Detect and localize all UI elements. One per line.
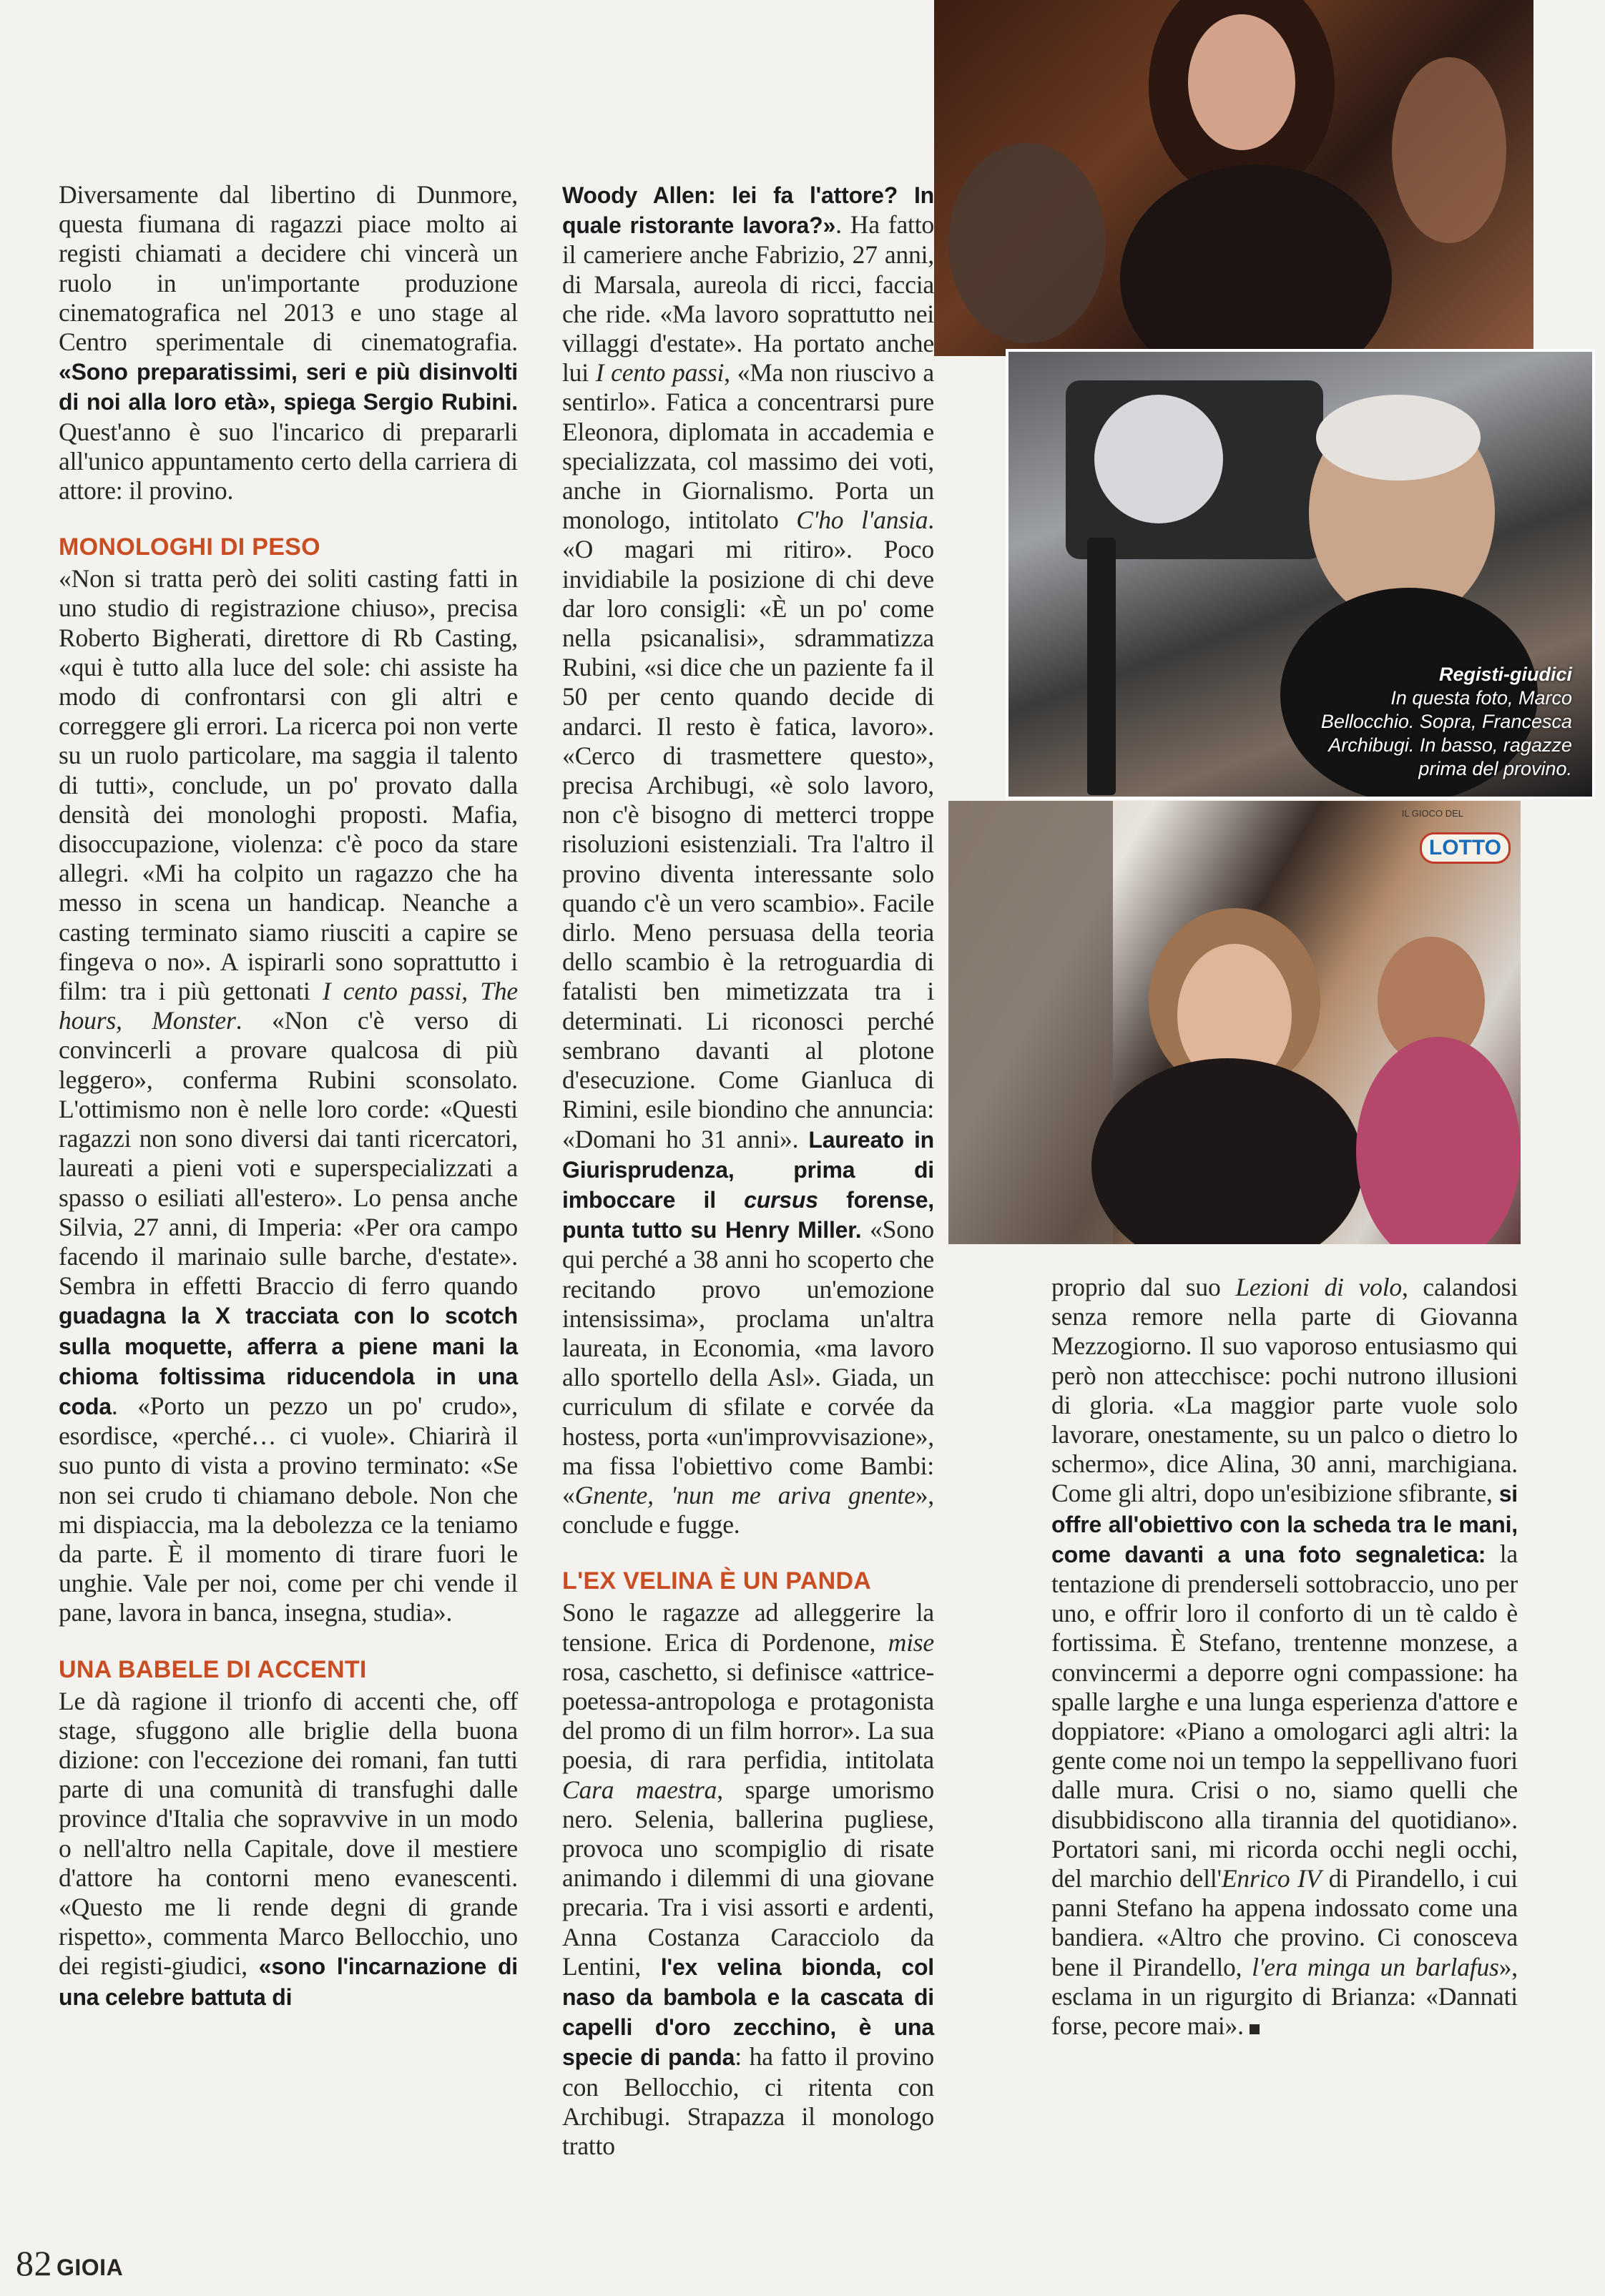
photo-marco-bellocchio [1006, 349, 1595, 799]
caption-text: In questa foto, Marco Bellocchio. Sopra, Francesca Archibugi. In basso, ragazze prima del provino. [1320, 687, 1572, 779]
photo-caption [1300, 663, 1572, 781]
section-heading: L'EX VELINA È UN PANDA [562, 1567, 872, 1595]
magazine-name: GIOIA [57, 2255, 124, 2280]
section-heading: MONOLOGHI DI PESO [59, 533, 320, 561]
paragraph: Sono le ragazze ad alleggerire la tensione. Erica di Pordenone, mise rosa, caschetto, si definisce «attrice-poetessa-antropologa e protagonista del promo di un film horror». La sua poesia, di rara perfidia, intitolata Cara maestra, sparge umorismo nero. Selenia, ballerina pugliese, provoca uno scompiglio di risate animando i dilemmi di una giovane precaria. Tra i visi assorti e ardenti, Anna Costanza Caracciolo da Lentini, l'ex velina bionda, col naso da bambola e la cascata di capelli d'oro zecchino, è una specie di panda: ha fatto il provino con Bellocchio, ci ritenta con Archibugi. Strapazza il monologo tratto [562, 1598, 934, 2160]
paragraph: Le dà ragione il trionfo di accenti che, off stage, sfuggono alle briglie della buona dizione: con l'eccezione dei romani, fan tutti parte di una comunità di transfughi dalle province d'Italia che sopravvive in un modo o nell'altro nella Capitale, dove il mestiere d'attore ha contorni meno evanescenti. «Questo me li rende degni di grande rispetto», commenta Marco Bellocchio, uno dei registi-giudici, «sono l'incarnazione di una celebre battuta di [59, 1686, 518, 2010]
caption-title: Registi-giudici [1438, 664, 1572, 685]
paragraph: Woody Allen: lei fa l'attore? In quale ristorante lavora?». Ha fatto il cameriere anche Fabrizio, 27 anni, di Marsala, aureola di ricci, faccia che ride. «Ma lavoro soprattutto nei villaggi d'estate». Ha portato anche lui I cento passi, «Ma non riuscivo a sentirlo». Fatica a concentrarsi pure Eleonora, diplomata in accademia e specializzata, col massimo dei voti, anche in Giornalismo. Porta un monologo, intitolato C'ho l'ansia. «O magari mi ritiro». Poco invidiabile la posizione di chi deve dar loro consigli: «È un po' come nella psicanalisi», sdrammatizza Rubini, «si dice che un paziente fa il 50 per cento quando decide di andarci. Il resto è fatica, lavoro». «Cerco di trasmettere questo», precisa Archibugi, «è solo lavoro, non c'è bisogno di metterci troppe risoluzioni esistenziali. Tra l'altro il provino diventa interessante solo quando c'è un vero scambio». Facile dirlo. Meno persuasa della teoria dello scambio è la retroguardia di fatalisti ben mimetizzata tra i determinati. Li riconosci perché sembrano davanti al plotone d'esecuzione. Come Gianluca di Rimini, esile biondino che annuncia: «Domani ho 31 anni». Laureato in Giurisprudenza, prima di imboccare il cursus forense, punta tutto su Henry Miller. «Sono qui perché a 38 anni ho scoperto che recitando provo un'emozione intensissima», proclama un'altra laureata, in Economia, «ma lavoro allo sportello della Asl». Giada, un curriculum di sfilate e corvée da hostess, porta «un'improvvisazione», ma fissa l'obiettivo come Bambi: «Gnente, 'nun me ariva gnente», conclude e fugge. [562, 182, 935, 1539]
section-heading: UNA BABELE DI ACCENTI [59, 1655, 367, 1683]
end-mark-icon [1250, 2024, 1260, 2034]
lotto-sign-small: IL GIOCO DEL [1401, 808, 1463, 819]
paragraph: Diversamente dal libertino di Dunmore, questa fiumana di ragazzi piace molto ai registi chiamati a decidere chi vincerà un ruolo in un'importante produzione cinematografica nel 2013 e uno stage al Centro sperimentale di cinematografia. «Sono preparatissimi, seri e più disinvolti di noi alla loro età», spiega Sergio Rubini. Quest'anno è suo l'incarico di prepararli all'unico appuntamento certo della carriera di attore: il provino. [59, 180, 518, 506]
lotto-sign: LOTTO [1420, 832, 1511, 864]
photo-girls-before-audition [948, 801, 1521, 1244]
article-column-3 [1051, 1273, 1518, 2041]
page-number: 82 [16, 2243, 52, 2283]
page-folio [16, 2245, 123, 2285]
paragraph: «Non si tratta però dei soliti casting fatti in uno studio di registrazione chiuso», precisa Roberto Bigherati, direttore di Rb Casting, «qui è tutto alla luce del sole: chi assiste ha modo di confrontarsi con gli altri e correggere gli errori. La ricerca poi non verte su un ruolo particolare, ma saggia il talento di tutti», conclude, un po' provato dalla densità dei monologhi proposti. Mafia, disoccupazione, violenza: c'è poco da stare allegri. «Mi ha colpito un ragazzo che ha messo in scena un handicap. Neanche a casting terminato siamo riusciti a capire se fingeva o no». A ispirarli sono soprattutto i film: tra i più gettonati I cento passi, The hours, Monster. «Non c'è verso di convincerli a provare qualcosa di più leggero», conferma Rubini sconsolato. L'ottimismo non è nelle loro corde: «Questi ragazzi non sono diversi dai tanti ricercatori, laureati a pieni voti e superspecializzati a spasso o esiliati all'estero». Lo pensa anche Silvia, 27 anni, di Imperia: «Per ora campo facendo il marinaio sulle barche, d'estate». Sembra in effetti Braccio di ferro quando guadagna la X tracciata con lo scotch sulla moquette, afferra a piene mani la chioma foltissima riducendola in una coda. «Porto un pezzo un po' crudo», esordisce, «perché… ci vuole». Chiarirà il suo punto di vista a provino terminato: «Se non sei crudo ti chiamano debole. Non che mi dispiaccia, ma la debolezza ce la teniamo da parte. È il momento di tirare fuori le unghie. Vale per noi, come per chi vende il pane, lavora in banca, insegna, studia». [59, 564, 518, 1627]
article-column-1 [59, 180, 518, 2012]
paragraph: proprio dal suo Lezioni di volo, calandosi senza remore nella parte di Giovanna Mezzogiorno. Il suo vaporoso entusiasmo qui però non attecchisce: pochi nutrono illusioni di gloria. «La maggior parte vuole solo lavorare, onestamente, su un palco o dietro lo schermo», dice Alina, 30 anni, marchigiana. Come gli altri, dopo un'esibizione sfibrante, si offre all'obiettivo con la scheda tra le mani, come davanti a una foto segnaletica: la tentazione di prenderseli sottobraccio, uno per uno, e offrir loro il conforto di un tè caldo è fortissima. È Stefano, trentenne monzese, a convincermi a deporre ogni compassione: ha spalle larghe e una lunga esperienza d'attore e doppiatore: «Piano a omologarci agli altri: la gente come noi un tempo la seppellivano fuori dalle mura. Crisi o no, siamo quelli che disubbidiscono alla tirannia del quotidiano». Portatori sani, mi ricorda occhi negli occhi, del marchio dell'Enrico IV di Pirandello, i cui panni Stefano ha appena indossato come una bandiera. «Altro che provino. Ci conosceva bene il Pirandello, l'era minga un barlafus», esclama in un rigurgito di Brianza: «Dannati forse, pecore mai». [1051, 1273, 1518, 2041]
article-column-2 [562, 180, 934, 2161]
photo-francesca-archibugi [934, 0, 1533, 356]
